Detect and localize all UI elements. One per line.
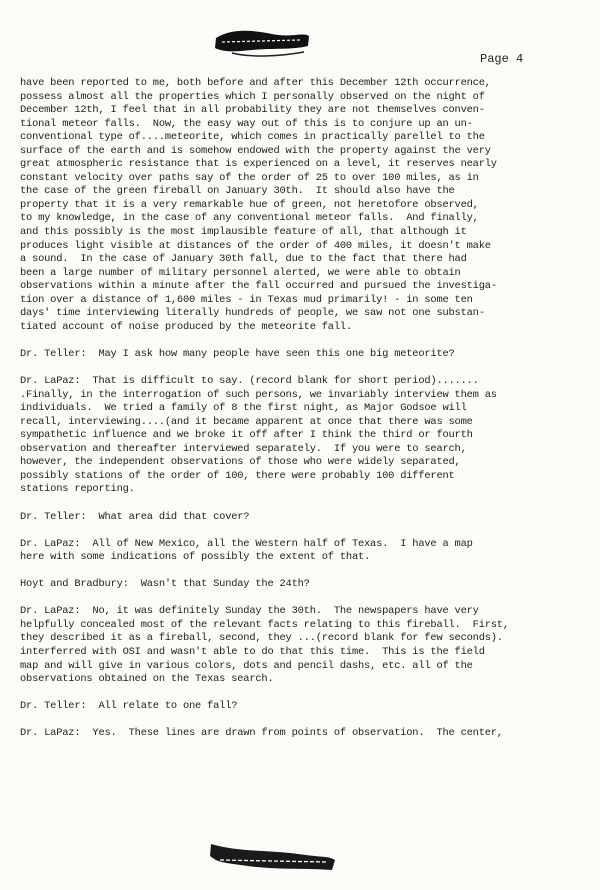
text-line: been a large number of military personnel alerted, we were able to obtain <box>20 266 461 279</box>
document-body <box>20 77 590 741</box>
text-line: to my knowledge, in the case of any conventional meteor falls. And finally, <box>20 212 479 225</box>
paragraph <box>20 700 590 714</box>
paragraph-gap <box>20 334 590 348</box>
text-line: and this possibly is the most implausible feature of all, that although it <box>20 226 467 239</box>
paragraph-gap <box>20 565 590 579</box>
text-line: tional meteor falls. Now, the easy way out of this is to conjure up an un- <box>20 117 473 130</box>
text-line: sympathetic influence and we broke it off after I think the third or fourth <box>20 429 473 442</box>
text-line: individuals. We tried a family of 8 the first night, as Major Godsoe will <box>20 402 467 415</box>
paragraph <box>20 375 590 497</box>
text-line: conventional type of....meteorite, which comes in practically parellel to the <box>20 131 485 144</box>
text-line: observation and thereafter interviewed separately. If you were to search, <box>20 442 467 455</box>
text-line: Dr. LaPaz: All of New Mexico, all the Western half of Texas. I have a map <box>20 537 473 550</box>
secret-stamp-bottom <box>208 836 338 876</box>
text-line: tiated account of noise produced by the meteorite fall. <box>20 320 352 333</box>
paragraph <box>20 77 590 334</box>
text-line: Dr. LaPaz: Yes. These lines are drawn from points of observation. The center, <box>20 727 503 740</box>
text-line: Dr. LaPaz: That is difficult to say. (record blank for short period)....... <box>20 375 479 388</box>
text-line: helpfully concealed most of the relevant facts relating to this fireball. First, <box>20 618 509 631</box>
text-line: tion over a distance of 1,600 miles - in Texas mud primarily! - in some ten <box>20 293 473 306</box>
paragraph <box>20 727 590 741</box>
paragraph-gap <box>20 524 590 538</box>
paragraph <box>20 348 590 362</box>
text-line: however, the independent observations of those who were widely separated, <box>20 456 461 469</box>
text-line: observations obtained on the Texas search. <box>20 673 274 686</box>
text-line: map and will give in various colors, dots and pencil dashs, etc. all of the <box>20 659 473 672</box>
text-line: have been reported to me, both before and after this December 12th occurrence, <box>20 77 491 89</box>
text-line: constant velocity over paths say of the order of 25 to over 100 miles, as in <box>20 171 479 184</box>
text-line: great atmospheric resistance that is experienced on a level, it reserves nearly <box>20 158 497 171</box>
paragraph-gap <box>20 361 590 375</box>
text-line: a sound. In the case of January 30th fall, due to the fact that there had <box>20 253 467 266</box>
text-line: days' time interviewing literally hundreds of people, we saw not one substan- <box>20 307 485 320</box>
text-line: surface of the earth and is somehow endowed with the property against the very <box>20 144 491 157</box>
paragraph <box>20 538 590 565</box>
text-line: interferred with OSI and wasn't able to do that this time. This is the field <box>20 645 485 658</box>
text-line: Dr. Teller: All relate to one fall? <box>20 700 238 713</box>
text-line: possess almost all the properties which I personally observed on the night of <box>20 90 485 103</box>
text-line: Dr. Teller: May I ask how many people have seen this one big meteorite? <box>20 347 455 360</box>
text-line: the case of the green fireball on January 30th. It should also have the <box>20 185 455 198</box>
text-line: recall, interviewing....(and it became apparent at once that there was some <box>20 415 473 428</box>
text-line: here with some indications of possibly the extent of that. <box>20 551 371 564</box>
paragraph-gap <box>20 687 590 701</box>
text-line: possibly stations of the order of 100, there were probably 100 different <box>20 469 455 482</box>
text-line: stations reporting. <box>20 483 135 496</box>
text-line: produces light visible at distances of the order of 400 miles, it doesn't make <box>20 239 491 252</box>
page-number: Page 4 <box>480 52 524 66</box>
text-line: Dr. Teller: What area did that cover? <box>20 510 250 523</box>
text-line: Hoyt and Bradbury: Wasn't that Sunday the 24th? <box>20 578 310 591</box>
paragraph-gap <box>20 497 590 511</box>
text-line: December 12th, I feel that in all probability they are not themselves conven- <box>20 104 485 117</box>
text-line: Dr. LaPaz: No, it was definitely Sunday the 30th. The newspapers have very <box>20 605 479 618</box>
paragraph <box>20 578 590 592</box>
text-line: .Finally, in the interrogation of such persons, we invariably interview them as <box>20 388 497 401</box>
secret-stamp-top <box>212 20 312 60</box>
text-line: observations within a minute after the fall occurred and pursued the investiga- <box>20 280 497 293</box>
paragraph <box>20 511 590 525</box>
paragraph <box>20 605 590 686</box>
paragraph-gap <box>20 592 590 606</box>
text-line: property that it is a very remarkable hue of green, not heretofore observed, <box>20 198 479 211</box>
paragraph-gap <box>20 714 590 728</box>
text-line: they described it as a fireball, second, they ...(record blank for few seconds). <box>20 632 503 645</box>
